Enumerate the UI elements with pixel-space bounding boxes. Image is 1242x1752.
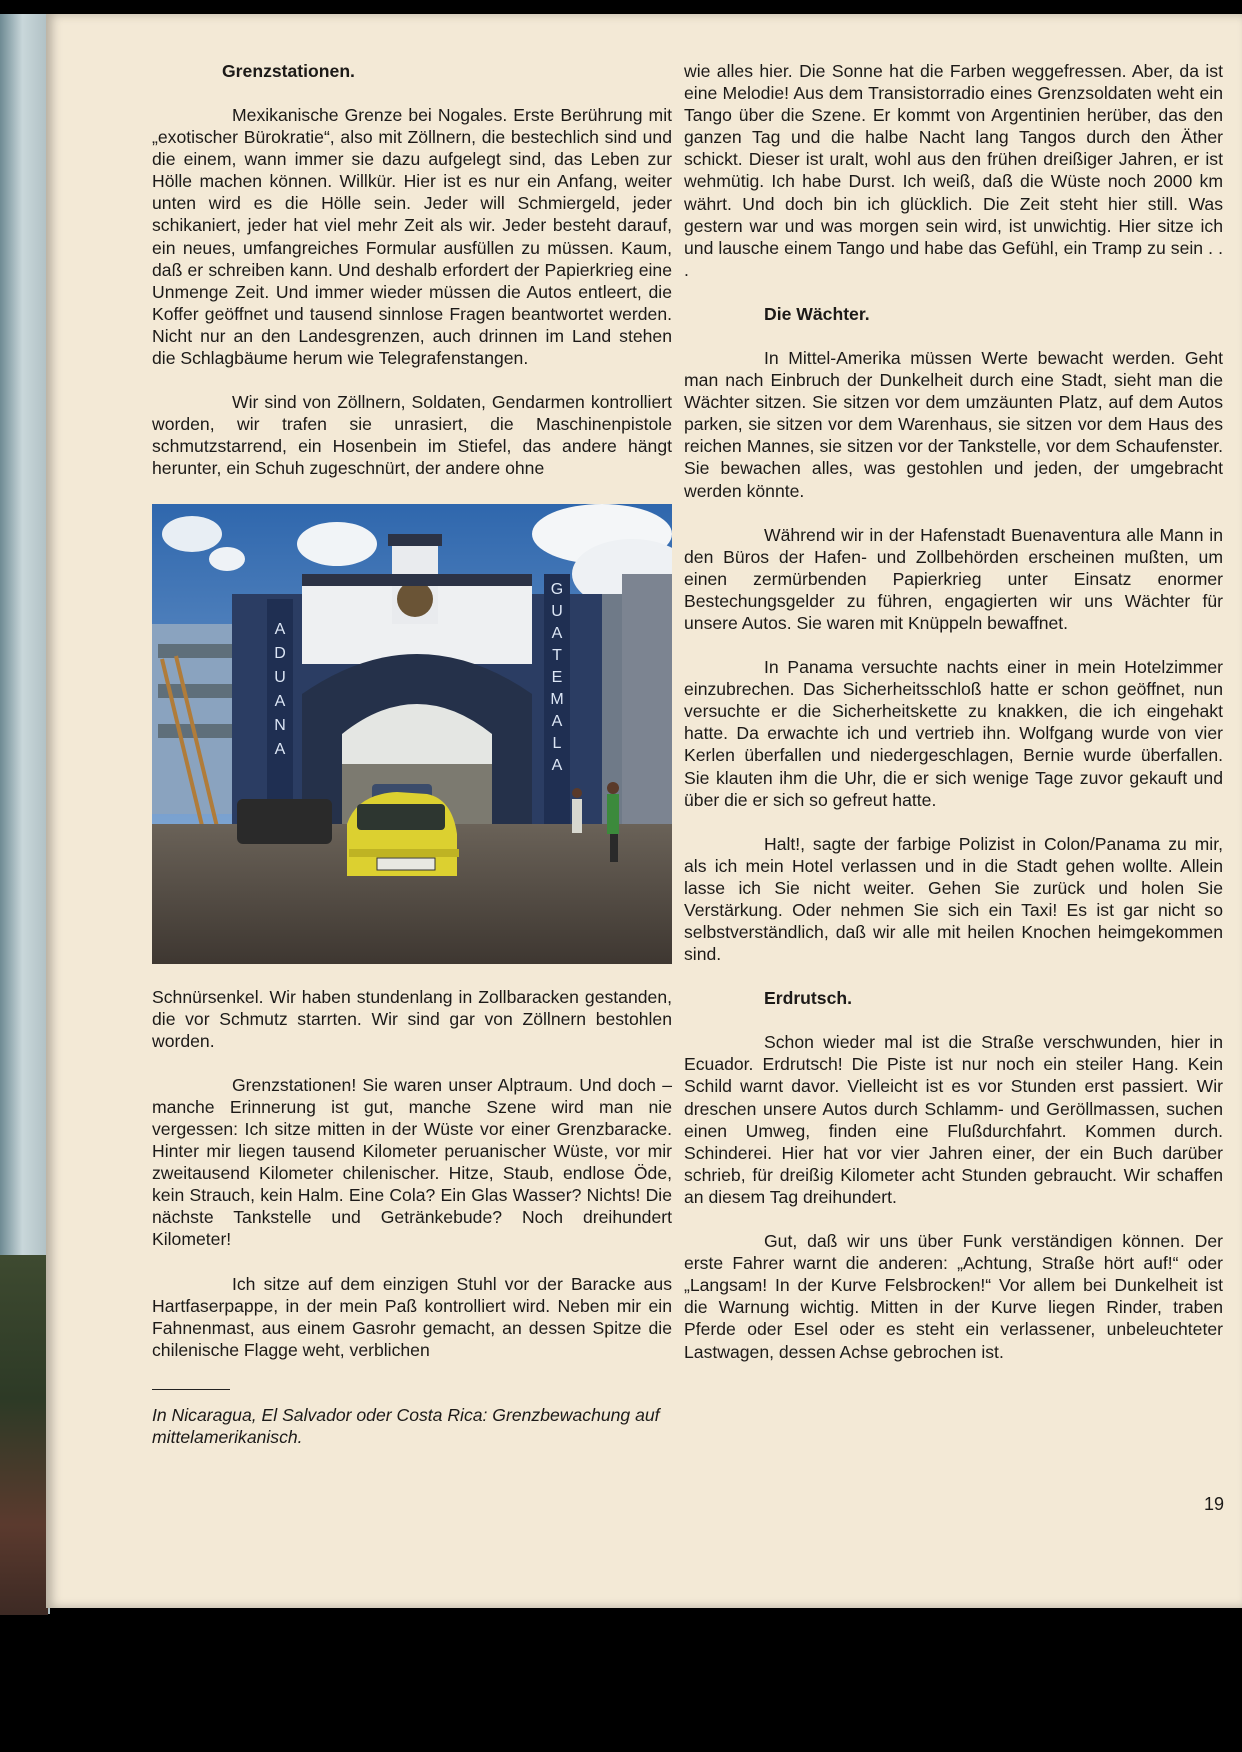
right-column xyxy=(684,60,1223,1385)
page-number: 19 xyxy=(1203,1494,1224,1514)
photo-caption: In Nicaragua, El Salvador oder Costa Rica: Grenzbewachung auf mittelamerikanisch. xyxy=(152,1404,660,1447)
paragraph: Halt!, sagte der farbige Polizist in Colon/Panama zu mir, als ich mein Hotel verlassen und in die Stadt gehen wollte. Allein lasse ich Sie nicht weiter. Gehen Sie zurück und holen Sie Verstärkung. Oder nehmen Sie sich ein Taxi! Es ist gar nicht so selbstverständlich, daß wir alle mit heilen Knochen heimgekommen sind. xyxy=(684,833,1223,965)
paragraph: Grenzstationen! Sie waren unser Alptraum. Und doch – manche Erinnerung ist gut, manche Szene wird man nie vergessen: Ich sitze mitten in der Wüste vor einer Grenzbaracke. Hinter mir liegen tausend Kilometer peruanischer Wüste, vor mir zweitausend Kilometer chilenischer. Hitze, Staub, endlose Öde, kein Strauch, kein Halm. Eine Cola? Ein Glas Wasser? Nichts! Die nächste Tankstelle und Getränkebude? Noch dreihundert Kilometer! xyxy=(152,1074,672,1250)
customs-gate-photo xyxy=(152,504,672,964)
paragraph: Mexikanische Grenze bei Nogales. Erste Berührung mit „exotischer Bürokratie“, also mit Zöllnern, die bestechlich sind und die einem, wann immer sie dazu aufgelegt sind, das Leben zur Hölle machen können. Willkür. Hier ist es nur ein Anfang, weiter unten wird es die Hölle sein. Jeder will Schmiergeld, jeder schikaniert, jeder hat viel mehr Zeit als wir. Jeder besteht darauf, ein neues, umfangreiches Formular ausfüllen zu müssen. Kaum, daß er schreiben kann. Und deshalb erfordert der Papierkrieg eine Unmenge Zeit. Und immer wieder müssen die Autos entleert, die Koffer geöffnet und tausend sinnlose Fragen beantwortet werden. Nicht nur an den Landesgrenzen, auch drinnen im Land stehen die Schlagbäume herum wie Telegrafenstangen. xyxy=(152,105,672,369)
paragraph: Wir sind von Zöllnern, Soldaten, Gendarmen kontrolliert worden, wir trafen sie unrasiert, die Maschinenpistole schmutzstarrend, ein Hosenbein im Stiefel, das andere hängt herunter, ein Schuh zugeschnürt, der andere ohne xyxy=(152,392,672,479)
paragraph: Gut, daß wir uns über Funk verständigen können. Der erste Fahrer warnt die anderen: „Achtung, Straße hört auf!“ oder „Langsam! In der Kurve Felsbrocken!“ Vor allem bei Dunkelheit ist die Warnung wichtig. Mitten in der Kurve liegen Rinder, traben Pferde oder Esel oder es steht ein verlassener, unbeleuchteter Lastwagen, dessen Achse gebrochen ist. xyxy=(684,1231,1223,1362)
sign-aduana: A D U A N A xyxy=(274,620,286,758)
photo-illustration xyxy=(152,504,672,964)
paragraph: In Panama versuchte nachts einer in mein Hotelzimmer einzubrechen. Das Sicherheitsschloß hatte er schon geöffnet, nun versuchte er die Sicherheitskette zu knakken, die ich eingehakt hatte. Da erwachte ich und vertrieb ihn. Wolfgang wurde von vier Kerlen überfallen und niedergeschlagen, Bernie wurde überfallen. Sie klauten ihm die Uhr, die er sich wenige Tage zuvor gekauft und über die er sich so gefreut hatte. xyxy=(684,657,1223,810)
paragraph: Schon wieder mal ist die Straße verschwunden, hier in Ecuador. Erdrutsch! Die Piste ist nur noch ein steiler Hang. Kein Schild warnt davor. Vielleicht ist es vor Stunden erst passiert. Wir dreschen unsere Autos durch Schlamm- und Geröllmassen, suchen einen Umweg, finden eine Flußdurchfahrt. Kommen durch. Schinderei. Hier hat vor vier Jahren einer, der ein Buch darüber schrieb, für dreißig Kilometer acht Stunden gebraucht. Wir schaffen an diesem Tag dreihundert. xyxy=(684,1032,1223,1207)
left-column xyxy=(152,60,672,1448)
paragraph: Schnürsenkel. Wir haben stundenlang in Zollbaracken gestanden, die vor Schmutz starrten. Wir sind gar von Zöllnern bestohlen worden. xyxy=(152,986,672,1051)
sign-guatemala: G U A T E M A L A xyxy=(550,580,564,774)
section-heading-erdrutsch: Erdrutsch. xyxy=(764,988,852,1009)
paragraph: In Mittel-Amerika müssen Werte bewacht werden. Geht man nach Einbruch der Dunkelheit durch eine Stadt, sieht man die Wächter sitzen. Sie sitzen vor dem umzäunten Platz, auf dem Autos parken, sie sitzen vor dem Warenhaus, sie sitzen vor dem Haus des reichen Mannes, sie sitzen vor der Tankstelle, vor dem Schaufenster. Sie bewachen alles, was gestohlen und jeden, der umgebracht werden könnte. xyxy=(684,347,1223,501)
section-heading-grenzstationen: Grenzstationen. xyxy=(222,61,355,81)
adjacent-page-photo-edge xyxy=(0,1255,48,1615)
section-heading-die-waechter: Die Wächter. xyxy=(764,303,870,324)
paragraph: Ich sitze auf dem einzigen Stuhl vor der Baracke aus Hartfaserpappe, in der mein Paß kontrolliert wird. Neben mir ein Fahnenmast, aus einem Gasrohr gemacht, an dessen Spitze die chilenische Flagge weht, verblichen xyxy=(152,1273,672,1360)
paragraph: Während wir in der Hafenstadt Buenaventura alle Mann in den Büros der Hafen- und Zollbehörden erscheinen mußten, um einen zermürbenden Papierkrieg unter Einsatz enormer Bestechungsgelder zu führen, engagierten wir uns Wächter für unsere Autos. Sie waren mit Knüppeln bewaffnet. xyxy=(684,524,1223,633)
footnote-rule xyxy=(152,1389,230,1390)
paragraph: wie alles hier. Die Sonne hat die Farben weggefressen. Aber, da ist eine Melodie! Aus dem Transistorradio eines Grenzsoldaten weht ein Tango über die Szene. Er kommt von Argentinien herüber, das den ganzen Tag und die halbe Nacht lang Tangos durch den Äther schickt. Dieser ist uralt, wohl aus den frühen dreißiger Jahren, er ist wehmütig. Ich habe Durst. Ich weiß, daß die Wüste noch 2000 km währt. Und doch bin ich glücklich. Die Zeit steht hier still. Was gestern war und was morgen sein wird, ist unwichtig. Hier sitze ich und lausche einem Tango und habe das Gefühl, ein Tramp zu sein . . . xyxy=(684,61,1223,280)
book-page xyxy=(46,14,1242,1608)
